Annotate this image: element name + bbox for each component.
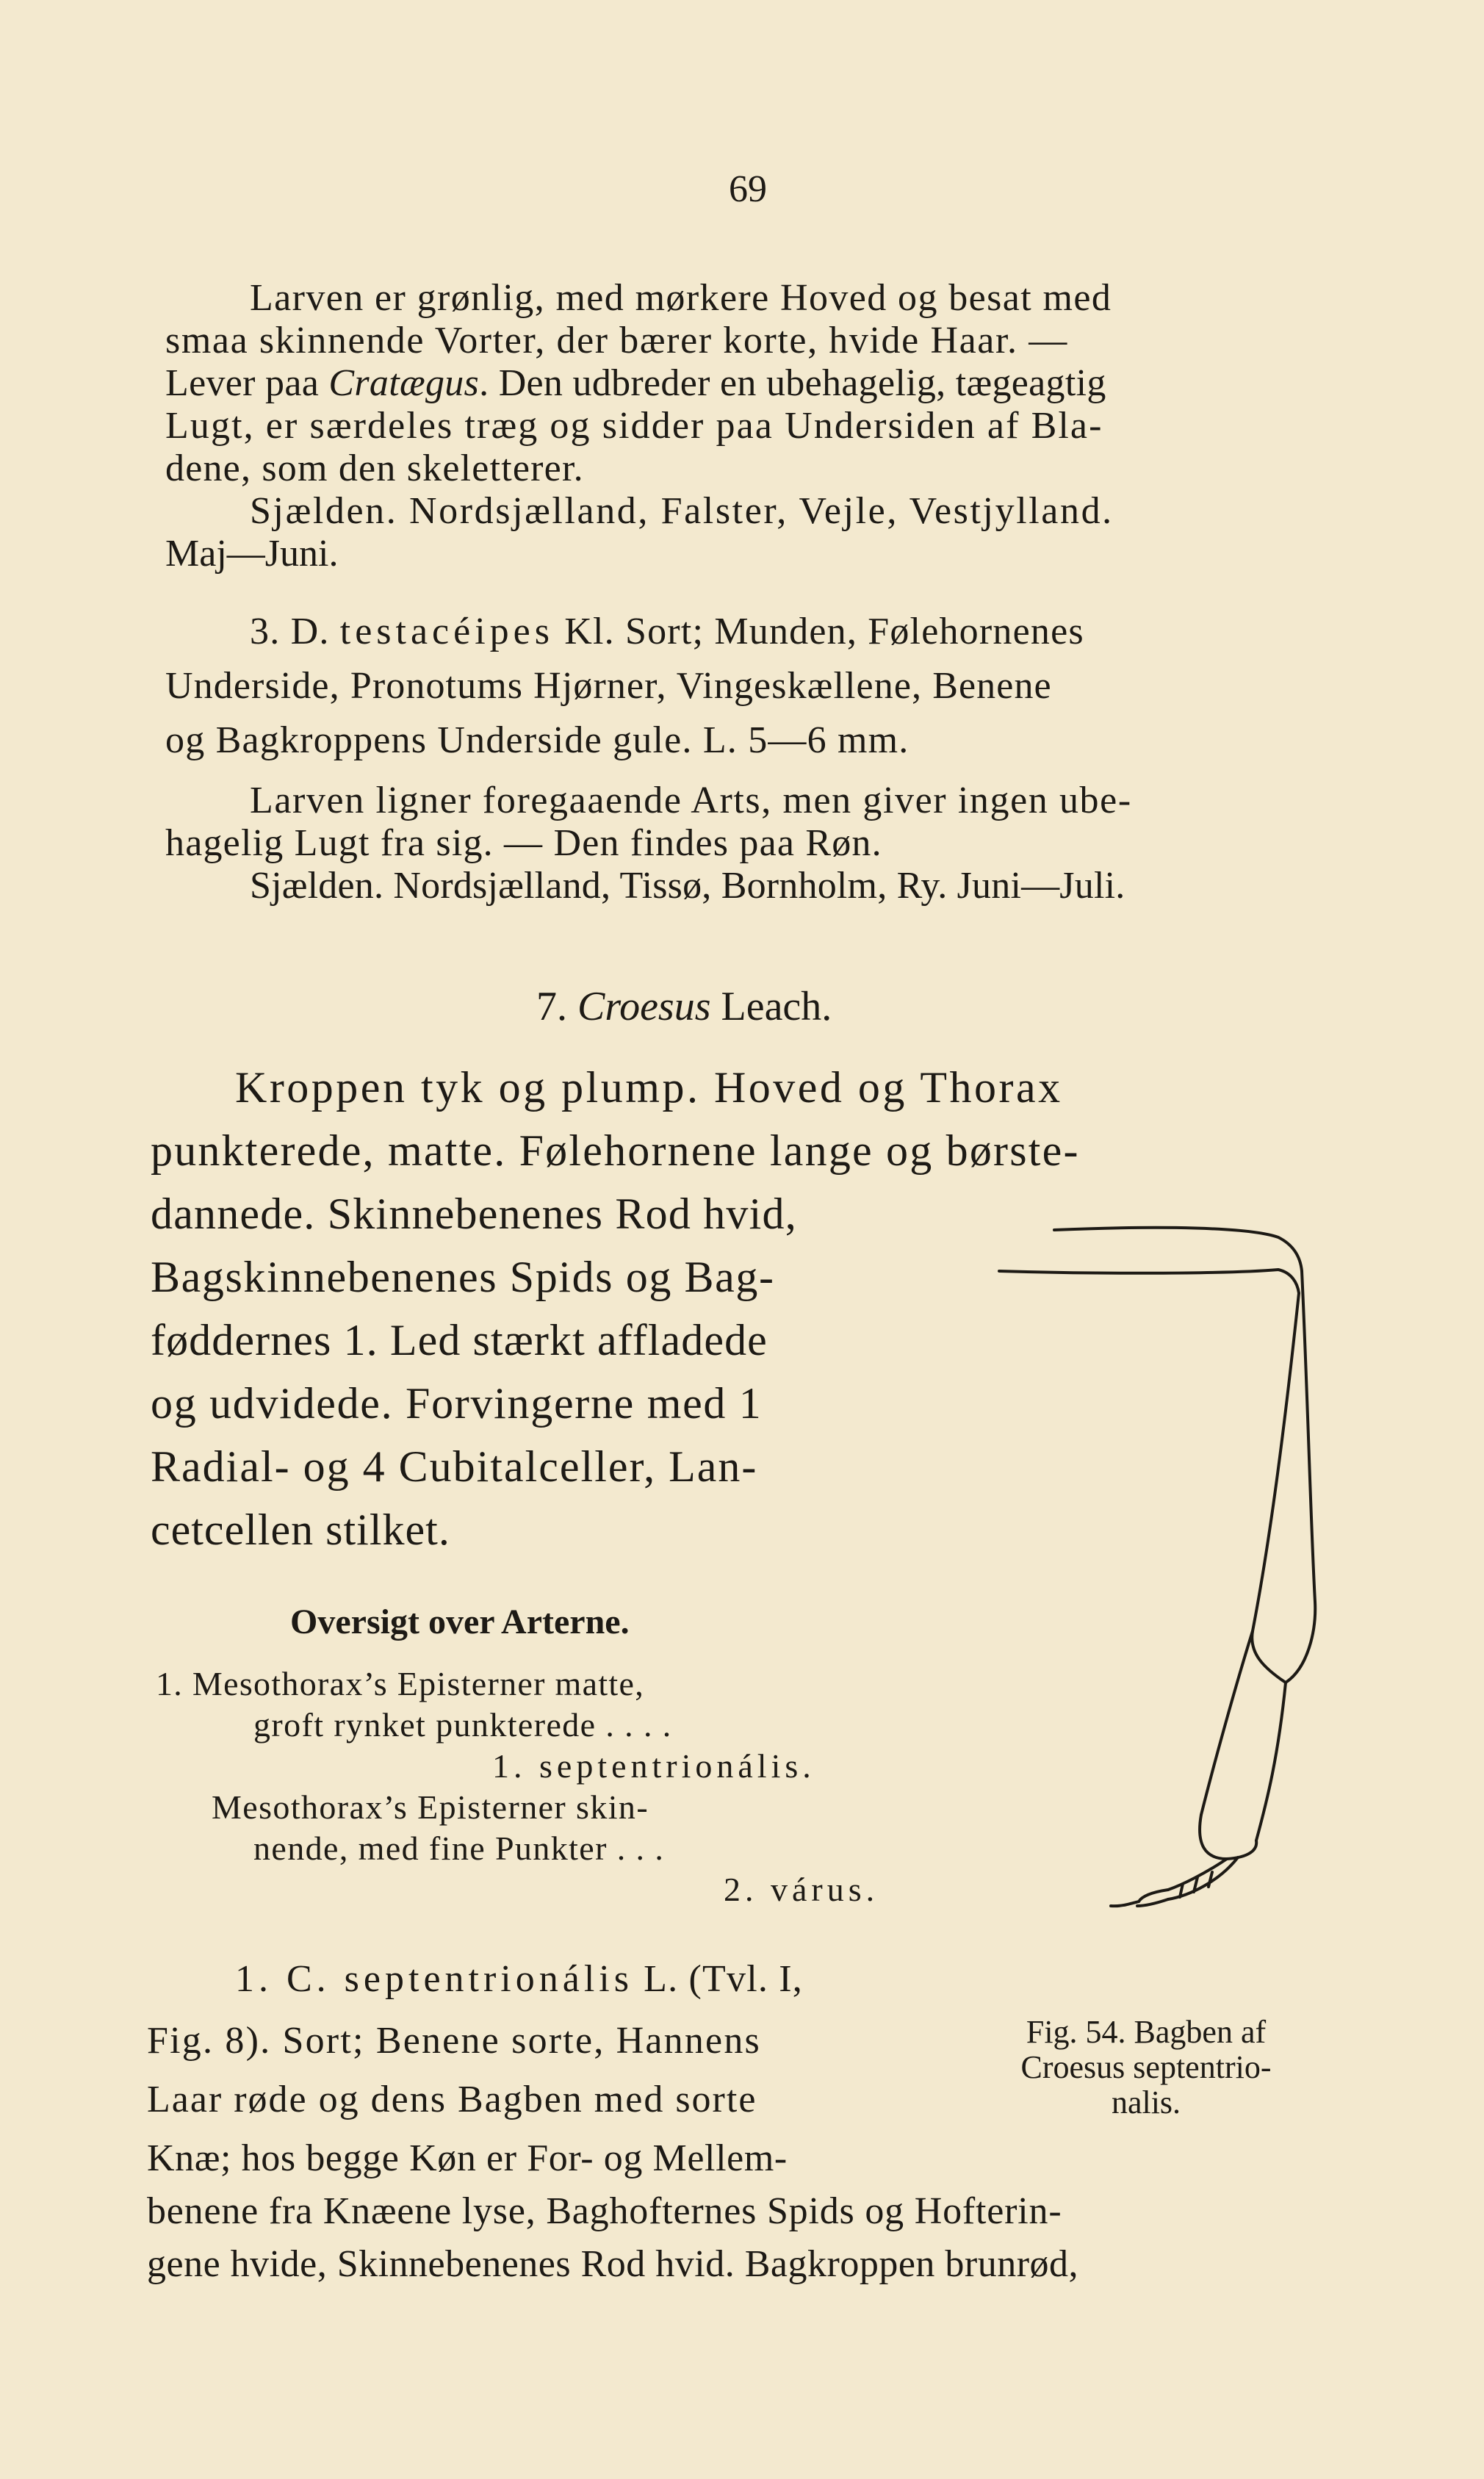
figure-caption — [962, 2015, 1330, 2120]
species-heading — [250, 610, 1084, 654]
text-segment: Lever paa — [165, 362, 329, 404]
text-line: dene, som den skeletterer. — [165, 447, 584, 489]
species-number: 3. D. — [250, 611, 330, 652]
text-line — [165, 361, 1106, 406]
text-line: Larven ligner foregaaende Arts, men giver ingen ube- — [250, 780, 1132, 821]
key-result: 2. várus. — [724, 1871, 879, 1908]
text-line: og Bagkroppens Underside gule. L. 5—6 mm. — [165, 719, 910, 761]
text-line: benene fra Knæene lyse, Baghofternes Spids og Hofterin- — [147, 2190, 1062, 2232]
taxon-name: Cratægus — [328, 362, 480, 404]
text-line: Sjælden. Nordsjælland, Tissø, Bornholm, Ry. Juni—Juli. — [250, 865, 1125, 907]
key-line: groft rynket punkterede . . . . — [253, 1706, 672, 1744]
caption-line: Fig. 54. Bagben af — [1026, 2014, 1267, 2050]
text-line: punkterede, matte. Følehornene lange og børste- — [151, 1126, 1080, 1175]
species-desc: Kl. Sort; Munden, Følehornenes — [564, 611, 1084, 652]
text-line: smaa skinnende Vorter, der bærer korte, hvide Haar. — — [165, 320, 1068, 361]
text-line: gene hvide, Skinnebenenes Rod hvid. Bagkroppen brunrød, — [147, 2243, 1079, 2285]
key-heading: Oversigt over Arterne. — [290, 1602, 630, 1641]
species-heading — [235, 1957, 803, 2001]
hind-leg-illustration — [984, 1212, 1352, 2013]
text-line: Maj—Juni. — [165, 533, 339, 575]
text-line: Fig. 8). Sort; Benene sorte, Hannens — [147, 2020, 761, 2062]
text-line: Radial- og 4 Cubitalceller, Lan- — [151, 1442, 758, 1491]
text-line: Sjælden. Nordsjælland, Falster, Vejle, Vestjylland. — [250, 490, 1114, 532]
genus-author: Leach. — [721, 984, 832, 1029]
species-desc: L. (Tvl. I, — [644, 1958, 803, 2000]
key-line: Mesothorax’s Episterner skin- — [212, 1788, 649, 1826]
text-line: Laar røde og dens Bagben med sorte — [147, 2079, 757, 2120]
text-segment: . Den udbreder en ubehagelig, tægeagtig — [479, 362, 1106, 404]
genus-heading — [536, 985, 832, 1029]
text-line: Kroppen tyk og plump. Hoved og Thorax — [235, 1063, 1063, 1112]
genus-number: 7. — [536, 984, 567, 1029]
text-line: Bagskinnebenenes Spids og Bag- — [151, 1253, 775, 1301]
key-line: nende, med fine Punkter . . . — [253, 1829, 665, 1867]
key-result: 1. septentrionális. — [492, 1747, 815, 1785]
text-line: Knæ; hos begge Køn er For- og Mellem- — [147, 2137, 788, 2179]
page-number: 69 — [729, 168, 767, 210]
text-line: Underside, Pronotums Hjørner, Vingeskællene, Benene — [165, 665, 1052, 707]
species-name: 1. C. septentrionális — [235, 1958, 633, 2000]
text-line: og udvidede. Forvingerne med 1 — [151, 1379, 763, 1428]
genus-name: Croesus — [577, 984, 711, 1029]
text-line: hagelig Lugt fra sig. — Den findes paa Røn. — [165, 822, 882, 864]
species-name: testacéipes — [339, 611, 554, 652]
key-line: 1. Mesothorax’s Episterner matte, — [156, 1665, 645, 1702]
caption-line: nalis. — [1111, 2084, 1181, 2120]
text-line: Larven er grønlig, med mørkere Hoved og besat med — [250, 277, 1112, 319]
text-line: føddernes 1. Led stærkt affladede — [151, 1316, 768, 1364]
caption-line: Croesus septentrio- — [1020, 2049, 1272, 2085]
text-line: cetcellen stilket. — [151, 1505, 450, 1554]
text-line: Lugt, er særdeles træg og sidder paa Undersiden af Bla- — [165, 405, 1103, 447]
text-line: dannede. Skinnebenenes Rod hvid, — [151, 1190, 797, 1238]
